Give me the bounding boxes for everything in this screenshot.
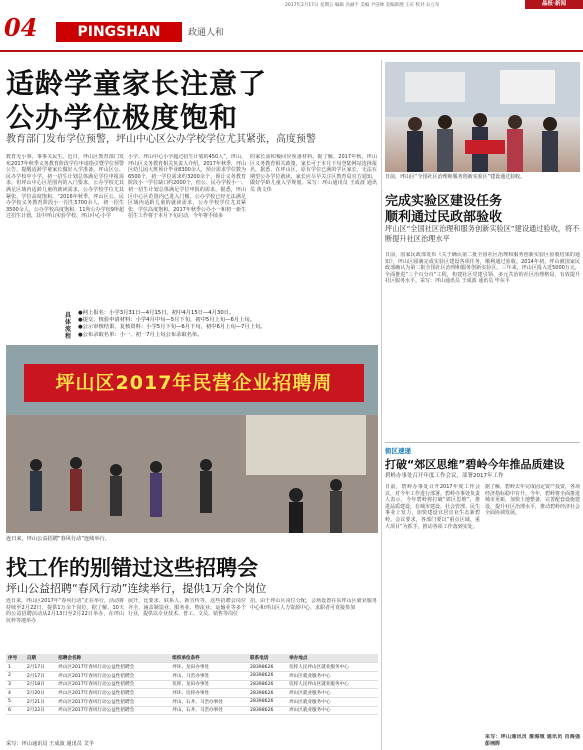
table-cell: 28398626 bbox=[248, 706, 287, 715]
table-cell: 28398626 bbox=[248, 663, 287, 672]
table-header: 举办地点 bbox=[287, 654, 378, 663]
story1-headline-line2: 公办学位极度饱和 bbox=[6, 101, 239, 134]
story1-column-3: 的家长需积极回应预备材料。据了解，2017年秋，坪山区义务教育相关政策，家长可于本月下旬登陆网站选择报名，据悉，在坪山区，原有学位已满的学区家长，无法在期望公办学位就读，家长应尽早关注区教育局官方通知，做好学龄儿童入学规划。采写：坪山通讯员 王成波 通讯员 黄文伟 bbox=[250, 154, 377, 193]
story2-headline-line2: 顺利通过民政部验收 bbox=[385, 210, 503, 225]
table-header: 招聘会名称 bbox=[56, 654, 170, 663]
photo-ceremony-caption: 日前，坪山区“全国社区治理和服务创新实验区”建设通过验收。 bbox=[385, 174, 526, 180]
table-header: 组织单位条件 bbox=[170, 654, 248, 663]
table-cell: 2 bbox=[6, 671, 25, 680]
table-cell: 3 bbox=[6, 680, 25, 689]
story4-byline: 采写：坪山通讯员 詹海城 通讯员 肖海强 彭翊晖 bbox=[485, 734, 580, 747]
photo-job-fair bbox=[6, 345, 378, 533]
story1-headline-line1: 适龄学童家长注意了 bbox=[6, 67, 268, 100]
info-line: ●公布录取名单：小一、初一7月上旬公布录取名单。 bbox=[78, 331, 203, 338]
table-row bbox=[6, 706, 378, 715]
table-cell: 坪山、石井、马峦办事处 bbox=[170, 706, 248, 715]
story1-subheadline: 教育部门发布学位预警，坪山中心区公办学校学位尤其紧张，高度预警 bbox=[6, 134, 316, 145]
table-cell: 1 bbox=[6, 663, 25, 672]
table-row bbox=[6, 663, 378, 672]
info-box bbox=[78, 310, 368, 339]
table-cell: 坪山、马峦办事处 bbox=[170, 671, 248, 680]
masthead-meta: 2017年2月17日 星期五 编辑 冯丽宇 美编 尹洁林 美编助理 王庆 校对 石立军 bbox=[285, 3, 440, 8]
story3-headline: 找工作的别错过这些招聘会 bbox=[6, 555, 258, 580]
table-header: 联系电话 bbox=[248, 654, 287, 663]
table-cell: 坪山、石井、马峦办事处 bbox=[170, 697, 248, 706]
table-cell: 坪山区2017年春风行动公益性招聘会 bbox=[56, 671, 170, 680]
table-cell: 2月18日 bbox=[25, 680, 56, 689]
story4-column-1: 日前，碧岭办事处召开2017年度工作会议，对今年工作进行部署。碧岭办事处负责人表示，今年碧岭将打破“郊区思维”，推进品质建设，在城市建设、社会管理、民生事业上发力，加快建设宜居宜业生态新碧岭。会议要求，各部门要以“重点区域、重大项目”为抓手，推动各项工作落到实处。 bbox=[385, 484, 480, 530]
table-cell: 坑梓人民坪山区就业服务中心 bbox=[287, 680, 378, 689]
masthead-bar bbox=[0, 0, 583, 9]
table-cell: 坑梓、龙田办事处 bbox=[170, 680, 248, 689]
table-cell: 2月21日 bbox=[25, 697, 56, 706]
info-line: ●公示审核结果、复核资料：小学5月下旬—6月下旬，初中6月上旬—7月上旬。 bbox=[78, 324, 266, 331]
section-name: PINGSHAN bbox=[56, 22, 182, 42]
info-label: 具体流程 bbox=[65, 312, 72, 340]
section-subtitle: 政通人和 bbox=[188, 28, 225, 38]
table-cell: 坪山区2017年春风行动公益性招聘会 bbox=[56, 697, 170, 706]
table-cell: 2月17日 bbox=[25, 663, 56, 672]
table-cell: 坑梓人民坪山区就业服务中心 bbox=[287, 663, 378, 672]
story1-column-1: 教育无小事，事事关民生。近日，坪山区教育部门发布2017年秋季义务教育阶段学位申请指引暨学位预警公告，提醒适龄学童家长做好入学准备。坪山区公、民办学校中小学，初一招生计划总体满足学位申报需求，但坪山中心区范围内的入门要求，公办学校尤其满足区域内适龄儿童的就读需求，公办学校学位尤其紧张，学位高度饱和。“2016年秋季，坪山区公、民办学校义务教育阶段小一招生5700余人，初一招生3500余人，公办学校高度饱和，11所公办学校9所超过招生计划，其中坪山实验学校、坪山中心小学 bbox=[6, 154, 124, 220]
photo-ceremony bbox=[385, 62, 580, 172]
table-cell: 坪山区2017年春风行动公益性招聘会 bbox=[56, 663, 170, 672]
table-row bbox=[6, 689, 378, 698]
table-header: 日期 bbox=[25, 654, 56, 663]
story4-section-label: 街区速递 bbox=[385, 447, 411, 455]
story2-headline-line1: 完成实验区建设任务 bbox=[385, 194, 503, 209]
story3-column-2: 展开，比要求、联系人，新宣传等，这些招聘会岗位齐全，涵盖制造业、服务业、物流业、运输业等多个行业，提供以专业技术、普工、文员、销售等岗位 bbox=[128, 598, 246, 618]
story2-body: 日前，国家民政部发布《关于确认第二批全国社区治理和服务创新实验区验收结果的通知》，坪山区圆满完成实验区建设各项任务，顺利通过验收。2014年初，坪山被国家民政部确认为第二批全国社区治理和服务创新实验区。三年来，坪山区投入近5000万元，全面推进“三个百分百”工程，构建社区党建引领、多元共治的社区治理格局，有效提升社区服务水平。采写：坪山通讯员 王成波 通讯员 毕东平 bbox=[385, 252, 580, 285]
story3-byline: 采写：坪山通讯员 王成波 通讯员 艾半 bbox=[6, 741, 94, 747]
story3-column-1: 连日来，坪山区2017年“春风行动”正在举行，活动将持续至2月22日，提供1万余个岗位。据了解，10天的公益招聘活动从2月13日至2月22日举办，在坪山坑梓等地举办 bbox=[6, 598, 124, 624]
story4-headline: 打破“郊区思维”碧岭今年推品质建设 bbox=[385, 458, 565, 471]
table-cell: 28398626 bbox=[248, 697, 287, 706]
story2-subheadline: 坪山区“全国社区治理和服务创新实验区”建设通过验收，将不断提升社区治理水平 bbox=[385, 224, 580, 243]
table-cell: 坪环、坑梓办事处 bbox=[170, 689, 248, 698]
story3-column-3: 招，由于坪山区岗位分配，会场设置在东坪山区就业服务中心和坪山区人力资源中心，求职者可直接参加 bbox=[250, 598, 377, 611]
table-cell: 2月22日 bbox=[25, 706, 56, 715]
story4-top-rule bbox=[385, 442, 580, 443]
table-header: 序号 bbox=[6, 654, 25, 663]
job-fair-banner: 坪山区2017年民营企业招聘周 bbox=[24, 364, 364, 402]
table-cell: 坪山区就业服务中心 bbox=[287, 697, 378, 706]
section-number: 04 bbox=[4, 13, 38, 42]
table-cell: 4 bbox=[6, 689, 25, 698]
job-fair-table bbox=[6, 654, 378, 715]
table-cell: 坪山区就业服务中心 bbox=[287, 689, 378, 698]
column-divider bbox=[381, 60, 382, 750]
table-cell: 6 bbox=[6, 706, 25, 715]
photo-job-fair-caption: 连日来，坪山公益招聘“春风行动”连续举行。 bbox=[6, 536, 110, 542]
table-cell: 坪山区就业服务中心 bbox=[287, 671, 378, 680]
table-cell: 28398626 bbox=[248, 680, 287, 689]
table-cell: 坪山区2017年春风行动公益性招聘会 bbox=[56, 680, 170, 689]
photo-ceremony-scene bbox=[385, 62, 580, 172]
story1-column-2: 小学、坪山中心小学超过招生计划的450人”，坪山、坪山区义务教育相关负责人介绍，2017年秋季，坪山区幼儿园大班预计毕业8300余人，预计需求学位数为6500个，初一学位需求约3200余个，预计义务教育阶段小一学位缺口约2000个，但公、民办学校小一、初一招生计划总体满足学位申报的需求。据悉，坪山区中心区范围内已进入门槛，公办学校已经无法满足区域内适龄儿童的就读需求，公办学校学位尤其紧张，学位高度饱和。2017年秋季公办小一和初一新生招生工作将于本月下旬启动，今年将手续多 bbox=[128, 154, 246, 220]
table-row bbox=[6, 697, 378, 706]
info-line: ●网上报名：小学3月31日—4月15日，初中4月15日—4月30日。 bbox=[78, 310, 235, 316]
table-cell: 28398626 bbox=[248, 689, 287, 698]
story4-column-2: 据了解，碧岭去年完成固定资产投资，各项经济指标稳中有升。今年，碧岭将全面推进城市更新，加快土地整备，完善配套设施建设，提升社区治理水平，推动碧岭经济社会全面协调发展。 bbox=[485, 484, 580, 517]
table-cell: 坪山区就业服务中心 bbox=[287, 706, 378, 715]
brand-logo: 晶报·新闻 bbox=[525, 0, 583, 9]
info-line: ●提交、核验申请材料：小学4月中旬—5月下旬，初中5月上旬—6月上旬。 bbox=[78, 317, 256, 324]
story4-subheadline: 碧岭办事处召开年度工作会议，部署2017年工作 bbox=[385, 473, 504, 479]
story3-subheadline: 坪山公益招聘“春风行动”连续举行，提供1万余个岗位 bbox=[6, 582, 267, 595]
table-cell: 5 bbox=[6, 697, 25, 706]
table-header-row bbox=[6, 654, 378, 663]
table-cell: 2月20日 bbox=[25, 689, 56, 698]
table-row bbox=[6, 680, 378, 689]
table-cell: 坪山区2017年春风行动公益性招聘会 bbox=[56, 706, 170, 715]
table-row bbox=[6, 671, 378, 680]
table-cell: 坪山区2017年春风行动公益性招聘会 bbox=[56, 689, 170, 698]
section-header bbox=[0, 12, 583, 52]
table-cell: 坪环、龙田办事处 bbox=[170, 663, 248, 672]
table-cell: 28398626 bbox=[248, 671, 287, 680]
table-cell: 2月17日 bbox=[25, 671, 56, 680]
